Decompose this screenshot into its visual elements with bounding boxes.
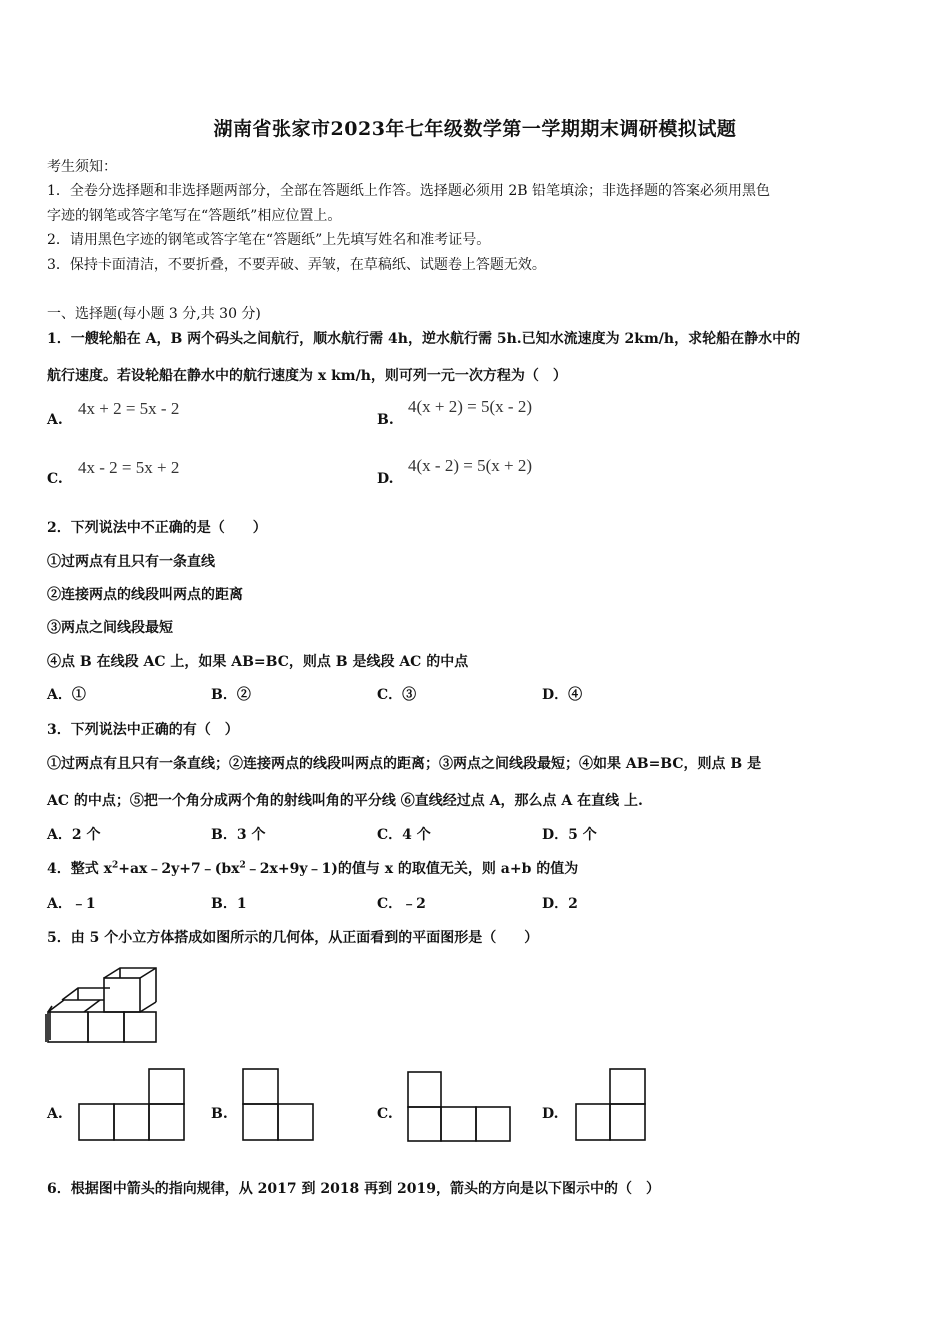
q1-option-expr: 4(x - 2) = 5(x + 2): [408, 456, 532, 475]
q2-option: D．④: [542, 687, 583, 703]
q5-stem: 5．由 5 个小立方体搭成如图所示的几何体，从正面看到的平面图形是（ ）: [47, 930, 539, 946]
q1-option-label: D.: [377, 471, 394, 487]
q2-item: ②连接两点的线段叫两点的距离: [47, 587, 243, 603]
q2-item: ①过两点有且只有一条直线: [47, 554, 215, 570]
q3-statement-line: ①过两点有且只有一条直线；②连接两点的线段叫两点的距离；③两点之间线段最短；④如果 AB=BC，则点 B 是: [47, 756, 762, 772]
q1-option-label: B.: [377, 412, 394, 428]
notice-heading: 考生须知：: [47, 159, 117, 175]
notice-line: 2．请用黑色字迹的钢笔或答字笔在“答题纸”上先填写姓名和准考证号。: [47, 232, 491, 248]
q5-option-b-figure: [242, 1068, 316, 1142]
notice-line: 3．保持卡面清洁，不要折叠，不要弄破、弄皱，在草稿纸、试题卷上答题无效。: [47, 257, 546, 273]
q5-option-label: D.: [542, 1106, 559, 1122]
q5-option-c-figure: [407, 1071, 513, 1143]
q2-option: B．②: [211, 687, 251, 703]
q1-option-expr: 4(x + 2) = 5(x - 2): [408, 397, 532, 416]
q5-option-label: C.: [377, 1106, 393, 1122]
q5-option-a-figure: [78, 1068, 186, 1142]
q1-stem-line: 1．一艘轮船在 A，B 两个码头之间航行，顺水航行需 4h，逆水航行需 5h.已知水流速度为 2km/h，求轮船在静水中的: [47, 331, 801, 347]
q2-stem: 2．下列说法中不正确的是（ ）: [47, 520, 267, 536]
q1-option-label: C.: [47, 471, 63, 487]
q4-option: D．2: [542, 896, 578, 912]
q2-option: C．③: [377, 687, 417, 703]
q4-option: A．﹣1: [47, 896, 96, 912]
q3-stem: 3．下列说法中正确的有（ ）: [47, 722, 239, 738]
q1-option-label: A.: [47, 412, 63, 428]
q3-option: D．5 个: [542, 827, 597, 843]
q3-statement-line: AC 的中点；⑤把一个角分成两个角的射线叫角的平分线 ⑥直线经过点 A，那么点 A 在直线 上.: [47, 793, 643, 809]
q5-option-label: A.: [47, 1106, 63, 1122]
q3-option: C．4 个: [377, 827, 431, 843]
q4-stem: 4．整式 $x^2+ax﹣2y+7﹣(bx^2﹣2x+9y﹣1)$的值与 x 的取值无关，则 a+b 的值为: [47, 860, 579, 877]
page-title: 湖南省张家市2023年七年级数学第一学期期末调研模拟试题: [213, 118, 737, 140]
section-heading: 一、选择题(每小题 3 分,共 30 分): [47, 306, 261, 322]
q2-item: ③两点之间线段最短: [47, 620, 173, 636]
q4-option: C．﹣2: [377, 896, 426, 912]
q4-option: B．1: [211, 896, 247, 912]
q1-stem-line: 航行速度。若设轮船在静水中的航行速度为 x km/h，则可列一元一次方程为（ ）: [47, 368, 567, 384]
q5-option-d-figure: [575, 1068, 649, 1142]
q1-option-expr: 4x - 2 = 5x + 2: [78, 458, 180, 477]
cube-stack-figure: [44, 966, 162, 1044]
q1-option-expr: 4x + 2 = 5x - 2: [78, 399, 180, 418]
notice-line: 1．全卷分选择题和非选择题两部分，全部在答题纸上作答。选择题必须用 2B 铅笔填涂；非选择题的答案必须用黑色: [47, 183, 770, 199]
notice-line: 字迹的钢笔或答字笔写在“答题纸”相应位置上。: [47, 208, 342, 224]
q2-item: ④点 B 在线段 AC 上，如果 AB=BC，则点 B 是线段 AC 的中点: [47, 654, 469, 670]
q5-option-label: B.: [211, 1106, 228, 1122]
q3-option: A．2 个: [47, 827, 101, 843]
q2-option: A．①: [47, 687, 86, 703]
q3-option: B．3 个: [211, 827, 266, 843]
q6-stem: 6．根据图中箭头的指向规律，从 2017 到 2018 再到 2019，箭头的方向是以下图示中的（ ）: [47, 1181, 661, 1197]
